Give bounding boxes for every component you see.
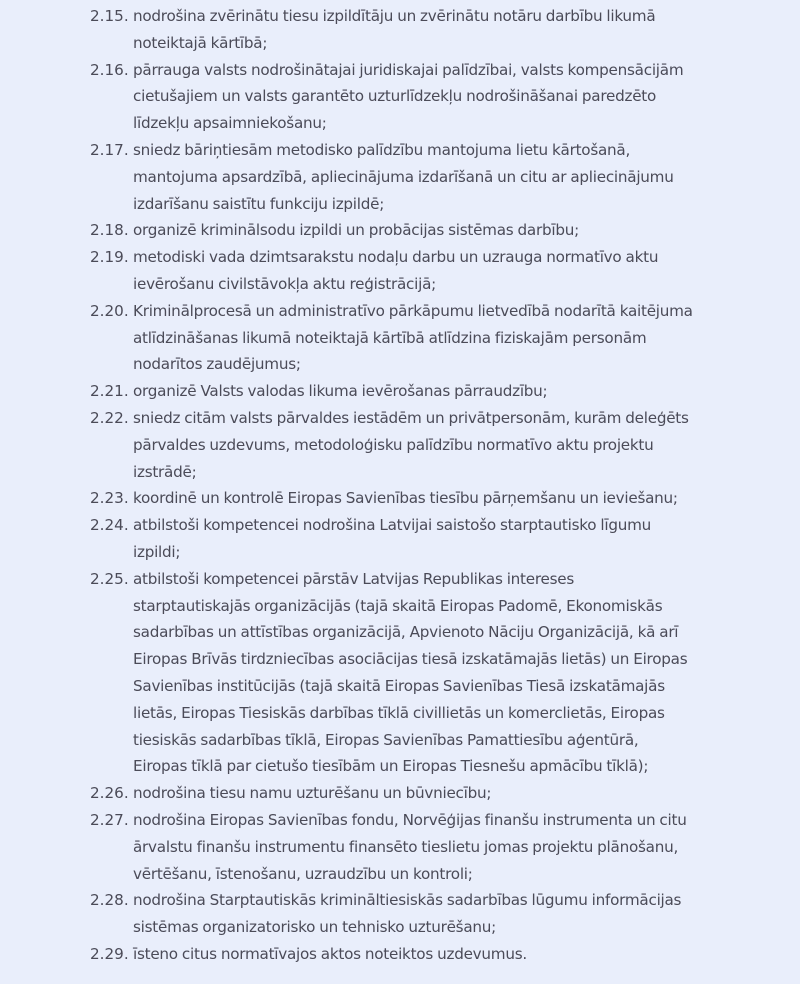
clause-list [0, 3, 800, 968]
clause-text: nodrošina Eiropas Savienības fondu, Norvēģijas finanšu instrumenta un citu ārvalstu finanšu instrumentu finansēto tieslietu jomas projektu plānošanu, vērtēšanu, īstenošanu, uzraudzību un kontroli; [133, 810, 687, 883]
clause-number: 2.15. [90, 7, 129, 25]
clause-text: koordinē un kontrolē Eiropas Savienības tiesību pārņemšanu un ieviešanu; [133, 489, 678, 508]
clause-item [0, 217, 800, 244]
clause-number: 2.23. [90, 489, 129, 508]
clause-text: Kriminālprocesā un administratīvo pārkāpumu lietvedībā nodarītā kaitējuma atlīdzināšanas likumā noteiktajā kārtībā atlīdzina fiziskajām personām nodarītos zaudējumus; [133, 301, 693, 374]
clause-number: 2.24. [90, 516, 129, 535]
clause-item [0, 244, 800, 298]
clause-number: 2.16. [90, 60, 129, 79]
clause-text: pārrauga valsts nodrošinātajai juridiskajai palīdzībai, valsts kompensācijām cietušajiem un valsts garantēto uzturlīdzekļu nodrošināšanai paredzēto līdzekļu apsaimniekošanu; [133, 60, 684, 133]
clause-item [0, 807, 800, 887]
clause-text: nodrošina Starptautiskās krimināltiesiskās sadarbības lūgumu informācijas sistēmas organizatorisko un tehnisko uzturēšanu; [133, 891, 682, 937]
clause-number: 2.28. [90, 891, 129, 910]
clause-text: nodrošina tiesu namu uzturēšanu un būvniecību; [133, 784, 492, 803]
clause-text: īsteno citus normatīvajos aktos noteiktos uzdevumus. [133, 944, 527, 963]
clause-item [0, 298, 800, 378]
clause-text: organizē kriminālsodu izpildi un probācijas sistēmas darbību; [133, 221, 579, 240]
clause-text: metodiski vada dzimtsarakstu nodaļu darbu un uzrauga normatīvo aktu ievērošanu civilstāvokļa aktu reģistrācijā; [133, 248, 659, 293]
clause-number: 2.27. [90, 810, 129, 829]
clause-item [0, 512, 800, 566]
clause-item [0, 137, 800, 217]
clause-item [0, 378, 800, 405]
clause-text: sniedz citām valsts pārvaldes iestādēm un privātpersonām, kurām deleģēts pārvaldes uzdevums, metodoloģisku palīdzību normatīvo aktu projektu izstrādē; [133, 408, 689, 481]
clause-number: 2.29. [90, 944, 129, 963]
clause-text: organizē Valsts valodas likuma ievērošanas pārraudzību; [133, 382, 548, 401]
clause-number: 2.26. [90, 784, 129, 803]
clause-number: 2.19. [90, 248, 129, 267]
clause-text: sniedz bāriņtiesām metodisko palīdzību mantojuma lietu kārtošanā, mantojuma apsardzībā, apliecinājuma izdarīšanā un citu ar apliecinājumu izdarīšanu saistītu funkciju izpildē; [133, 140, 674, 213]
clause-item [0, 780, 800, 807]
clause-text: nodrošina zvērinātu tiesu izpildītāju un zvērinātu notāru darbību likumā noteiktajā kārtībā; [133, 7, 656, 52]
clause-item [0, 485, 800, 512]
clause-item [0, 566, 800, 780]
clause-text: atbilstoši kompetencei nodrošina Latvijai saistošo starptautisko līgumu izpildi; [133, 516, 652, 561]
clause-item [0, 405, 800, 485]
clause-item [0, 3, 800, 57]
clause-number: 2.22. [90, 408, 129, 427]
clause-number: 2.18. [90, 221, 129, 240]
clause-number: 2.25. [90, 569, 129, 588]
clause-number: 2.17. [90, 140, 129, 159]
clause-number: 2.20. [90, 301, 129, 320]
clause-item [0, 941, 800, 968]
clause-text: atbilstoši kompetencei pārstāv Latvijas Republikas intereses starptautiskajās organizācijās (tajā skaitā Eiropas Padomē, Ekonomiskās sadarbības un attīstības organizācijā, Apvienoto Nāciju Organizācijā, kā arī Eiropas Brīvās tirdzniecības asociācijas tiesā izskatāmajās lietās) un Eiropas Savienības institūcijās (tajā skaitā Eiropas Savienības Tiesā izskatāmajās lietās, Eiropas Tiesiskās darbības tīklā civillietās un komerclietās, Eiropas tiesiskās sadarbības tīklā, Eiropas Savienības Pamattiesību aģentūrā, Eiropas tīklā par cietušo tiesībām un Eiropas Tiesnešu apmācību tīklā); [133, 569, 688, 776]
clause-number: 2.21. [90, 382, 129, 401]
clause-item [0, 57, 800, 137]
clause-item [0, 887, 800, 941]
